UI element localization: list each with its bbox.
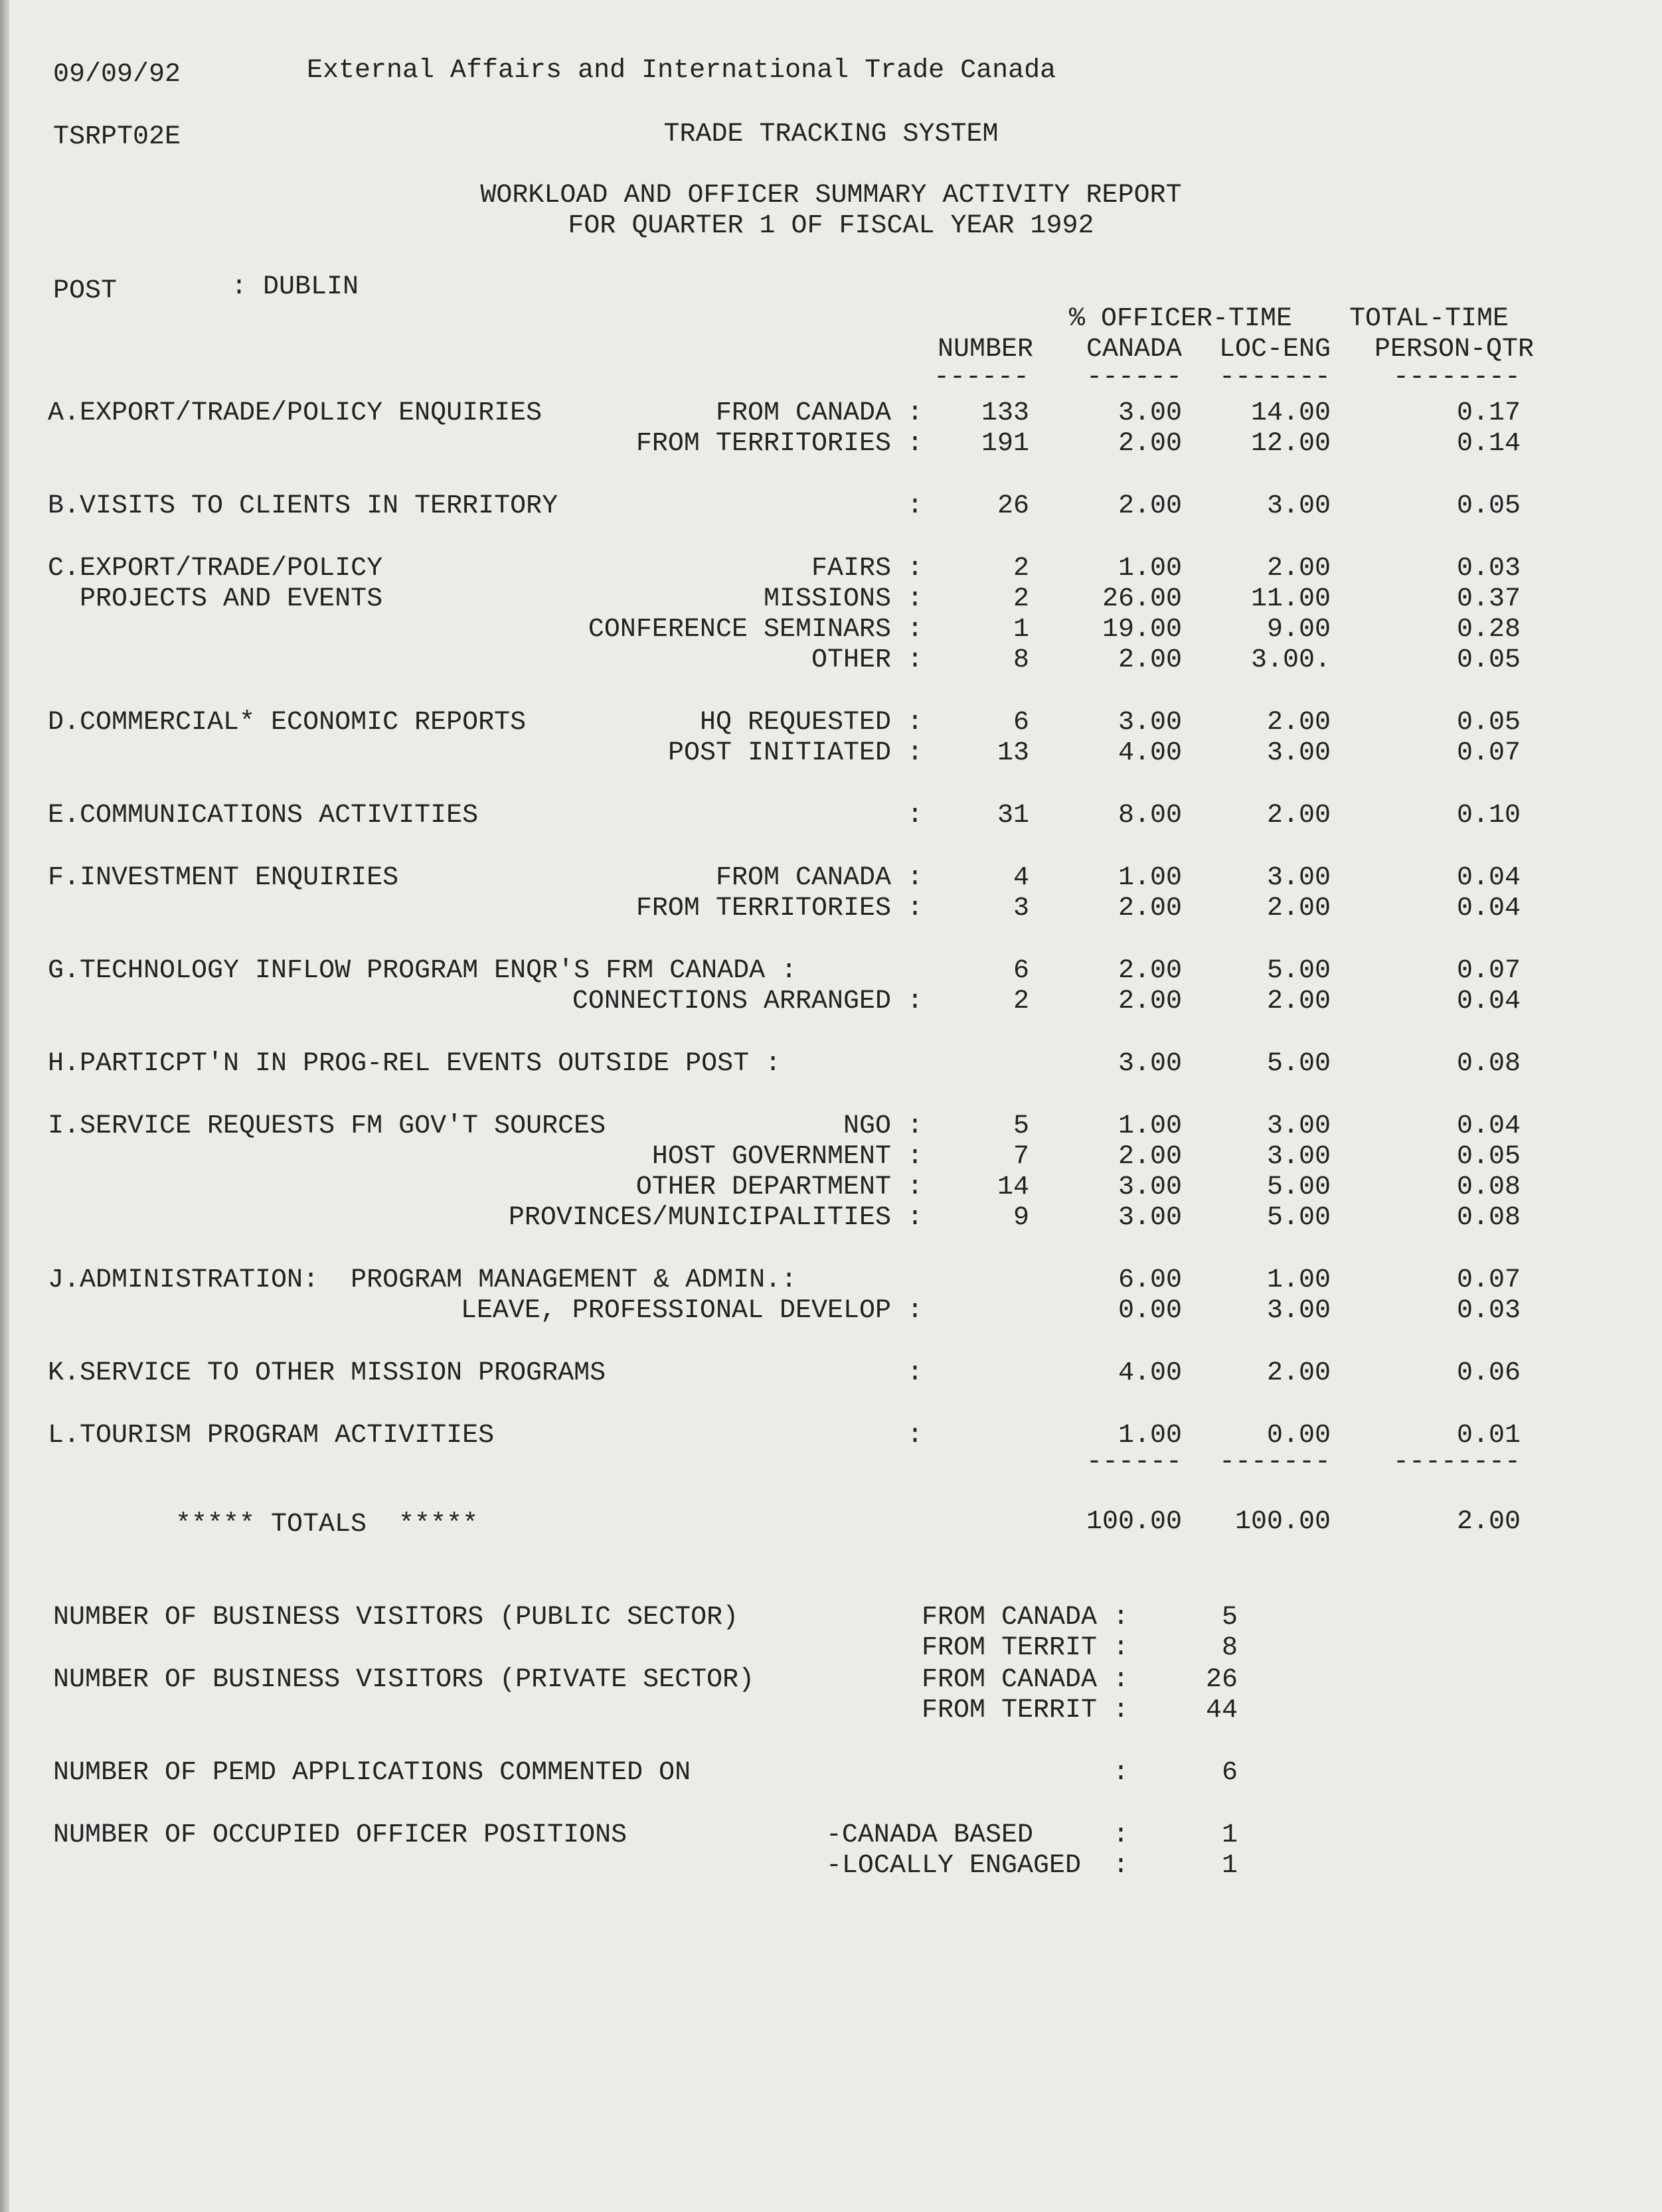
row-loc-eng-pct: 3.00 <box>1266 1111 1331 1141</box>
summary-value: 6 <box>1221 1758 1238 1788</box>
summary-label: NUMBER OF BUSINESS VISITORS (PRIVATE SECTOR) <box>53 1665 755 1695</box>
row-canada-pct: 1.00 <box>1118 1421 1182 1451</box>
row-loc-eng-pct: 5.00 <box>1266 1049 1331 1079</box>
system-name: TRADE TRACKING SYSTEM <box>663 119 999 149</box>
row-loc-eng-pct: 3.00 <box>1266 1142 1331 1172</box>
row-loc-eng-pct: 9.00 <box>1266 615 1331 645</box>
row-sublabel: OTHER DEPARTMENT : <box>635 1172 923 1202</box>
summary-value: 44 <box>1205 1696 1238 1725</box>
row-person-qtr: 0.03 <box>1456 1296 1521 1326</box>
col-person-qtr: PERSON-QTR <box>1374 335 1534 364</box>
post-value: : DUBLIN <box>231 272 359 302</box>
row-sublabel: FROM CANADA : <box>715 863 923 893</box>
row-label: L.TOURISM PROGRAM ACTIVITIES <box>48 1421 495 1451</box>
row-canada-pct: 4.00 <box>1118 1358 1182 1388</box>
row-person-qtr: 0.10 <box>1456 801 1521 830</box>
row-sublabel: HOST GOVERNMENT : <box>651 1142 923 1172</box>
row-person-qtr: 0.17 <box>1456 398 1521 428</box>
row-person-qtr: 0.05 <box>1456 645 1521 675</box>
row-label: K.SERVICE TO OTHER MISSION PROGRAMS <box>48 1358 606 1388</box>
row-loc-eng-pct: 5.00 <box>1266 956 1331 986</box>
row-canada-pct: 6.00 <box>1118 1265 1182 1295</box>
row-loc-eng-pct: 2.00 <box>1266 1358 1331 1388</box>
row-person-qtr: 0.03 <box>1456 554 1521 584</box>
row-number: 2 <box>1013 554 1029 584</box>
row-canada-pct: 2.00 <box>1118 987 1182 1016</box>
row-loc-eng-pct: 3.00 <box>1266 738 1331 768</box>
row-number: 2 <box>1013 987 1029 1016</box>
summary-sublabel: FROM CANADA : <box>921 1665 1129 1695</box>
row-loc-eng-pct: 2.00 <box>1266 987 1331 1016</box>
row-loc-eng-pct: 3.00 <box>1266 1296 1331 1326</box>
row-sublabel: LEAVE, PROFESSIONAL DEVELOP : <box>460 1296 923 1326</box>
row-person-qtr: 0.01 <box>1456 1421 1521 1451</box>
row-number: 13 <box>997 738 1029 768</box>
summary-sublabel: FROM CANADA : <box>921 1603 1129 1632</box>
col-canada-rule: ------ <box>1086 362 1182 392</box>
row-number: 8 <box>1013 645 1029 675</box>
row-label: A.EXPORT/TRADE/POLICY ENQUIRIES <box>48 398 542 428</box>
summary-value: 26 <box>1205 1665 1238 1695</box>
row-person-qtr: 0.05 <box>1456 491 1521 521</box>
row-sublabel: CONFERENCE SEMINARS : <box>588 615 923 645</box>
row-loc-eng-pct: 12.00 <box>1250 429 1331 459</box>
report-id: TSRPT02E <box>53 122 181 152</box>
col-person-qtr-rule: -------- <box>1392 362 1521 392</box>
row-number: 133 <box>981 398 1029 428</box>
row-number: 5 <box>1013 1111 1029 1141</box>
summary-value: 1 <box>1221 1851 1238 1881</box>
summary-sublabel: FROM TERRIT : <box>921 1696 1129 1725</box>
row-number: 14 <box>997 1172 1029 1202</box>
col-number: NUMBER <box>937 335 1033 364</box>
row-canada-pct: 2.00 <box>1118 894 1182 923</box>
row-canada-pct: 1.00 <box>1118 863 1182 893</box>
row-loc-eng-pct: 3.00 <box>1266 863 1331 893</box>
row-number: 9 <box>1013 1203 1029 1233</box>
row-sublabel: PROVINCES/MUNICIPALITIES : <box>508 1203 923 1233</box>
row-person-qtr: 0.04 <box>1456 863 1521 893</box>
row-label: G.TECHNOLOGY INFLOW PROGRAM ENQR'S FRM CANADA : <box>48 956 797 986</box>
summary-sublabel: : <box>1112 1758 1129 1788</box>
row-label: E.COMMUNICATIONS ACTIVITIES <box>48 801 479 830</box>
row-person-qtr: 0.28 <box>1456 615 1521 645</box>
row-person-qtr: 0.07 <box>1456 1265 1521 1295</box>
totals-loc-eng-rule: ------- <box>1218 1447 1331 1477</box>
row-sublabel: POST INITIATED : <box>667 738 923 768</box>
row-person-qtr: 0.05 <box>1456 708 1521 738</box>
row-sublabel: FROM TERRITORIES : <box>635 894 923 923</box>
row-person-qtr: 0.08 <box>1456 1049 1521 1079</box>
row-canada-pct: 19.00 <box>1102 615 1182 645</box>
row-number: 6 <box>1013 708 1029 738</box>
row-sublabel: : <box>906 1421 923 1451</box>
summary-label: NUMBER OF BUSINESS VISITORS (PUBLIC SECTOR) <box>53 1603 739 1632</box>
row-sublabel: : <box>906 491 923 521</box>
col-loc-eng: LOC-ENG <box>1218 335 1331 364</box>
row-person-qtr: 0.04 <box>1456 1111 1521 1141</box>
row-person-qtr: 0.06 <box>1456 1358 1521 1388</box>
row-canada-pct: 3.00 <box>1118 1172 1182 1202</box>
row-number: 31 <box>997 801 1029 830</box>
row-loc-eng-pct: 5.00 <box>1266 1172 1331 1202</box>
row-label: I.SERVICE REQUESTS FM GOV'T SOURCES <box>48 1111 606 1141</box>
row-person-qtr: 0.04 <box>1456 894 1521 923</box>
row-person-qtr: 0.37 <box>1456 584 1521 614</box>
row-sublabel: MISSIONS : <box>763 584 923 614</box>
totals-person-qtr-rule: -------- <box>1392 1447 1521 1477</box>
col-number-rule: ------ <box>933 362 1029 392</box>
row-sublabel: CONNECTIONS ARRANGED : <box>572 987 923 1016</box>
summary-sublabel: FROM TERRIT : <box>921 1633 1129 1663</box>
row-loc-eng-pct: 2.00 <box>1266 554 1331 584</box>
row-number: 7 <box>1013 1142 1029 1172</box>
row-label: C.EXPORT/TRADE/POLICY <box>48 554 383 584</box>
totals-loc-eng: 100.00 <box>1234 1507 1331 1537</box>
row-label: F.INVESTMENT ENQUIRIES <box>48 863 399 893</box>
summary-label: NUMBER OF PEMD APPLICATIONS COMMENTED ON <box>53 1758 691 1788</box>
row-label: D.COMMERCIAL* ECONOMIC REPORTS <box>48 708 527 738</box>
row-sublabel: : <box>906 801 923 830</box>
row-person-qtr: 0.08 <box>1456 1203 1521 1233</box>
summary-value: 1 <box>1221 1820 1238 1850</box>
summary-sublabel: -CANADA BASED : <box>825 1820 1129 1850</box>
col-canada: CANADA <box>1086 335 1182 364</box>
row-loc-eng-pct: 2.00 <box>1266 801 1331 830</box>
row-canada-pct: 2.00 <box>1118 956 1182 986</box>
row-canada-pct: 1.00 <box>1118 1111 1182 1141</box>
scan-edge <box>0 0 9 2212</box>
row-label: B.VISITS TO CLIENTS IN TERRITORY <box>48 491 558 521</box>
totals-canada: 100.00 <box>1086 1507 1182 1537</box>
summary-value: 8 <box>1221 1633 1238 1663</box>
row-label: J.ADMINISTRATION: PROGRAM MANAGEMENT & ADMIN.: <box>48 1265 797 1295</box>
row-loc-eng-pct: 14.00 <box>1250 398 1331 428</box>
row-canada-pct: 3.00 <box>1118 708 1182 738</box>
post-label: POST <box>53 276 118 306</box>
summary-value: 5 <box>1221 1603 1238 1632</box>
row-loc-eng-pct: 5.00 <box>1266 1203 1331 1233</box>
row-canada-pct: 3.00 <box>1118 1203 1182 1233</box>
row-loc-eng-pct: 3.00. <box>1250 645 1331 675</box>
row-label: H.PARTICPT'N IN PROG-REL EVENTS OUTSIDE POST : <box>48 1049 782 1079</box>
row-number: 2 <box>1013 584 1029 614</box>
row-loc-eng-pct: 3.00 <box>1266 491 1331 521</box>
row-canada-pct: 8.00 <box>1118 801 1182 830</box>
summary-sublabel: -LOCALLY ENGAGED : <box>825 1851 1129 1881</box>
col-total-time: TOTAL-TIME <box>1349 304 1509 334</box>
row-canada-pct: 4.00 <box>1118 738 1182 768</box>
row-person-qtr: 0.14 <box>1456 429 1521 459</box>
col-group-officer-time: % OFFICER-TIME <box>1069 304 1293 334</box>
row-sublabel: HQ REQUESTED : <box>699 708 923 738</box>
totals-label: ***** TOTALS ***** <box>175 1510 479 1540</box>
row-loc-eng-pct: 0.00 <box>1266 1421 1331 1451</box>
row-sublabel: : <box>906 1358 923 1388</box>
row-sublabel: FROM CANADA : <box>715 398 923 428</box>
row-number: 3 <box>1013 894 1029 923</box>
row-person-qtr: 0.05 <box>1456 1142 1521 1172</box>
row-number: 1 <box>1013 615 1029 645</box>
summary-label: NUMBER OF OCCUPIED OFFICER POSITIONS <box>53 1820 627 1850</box>
row-sublabel: FAIRS : <box>811 554 923 584</box>
row-sublabel: OTHER : <box>811 645 923 675</box>
row-person-qtr: 0.04 <box>1456 987 1521 1016</box>
row-canada-pct: 2.00 <box>1118 645 1182 675</box>
row-number: 26 <box>997 491 1029 521</box>
row-canada-pct: 2.00 <box>1118 491 1182 521</box>
row-number: 4 <box>1013 863 1029 893</box>
row-label: PROJECTS AND EVENTS <box>48 584 383 614</box>
row-canada-pct: 2.00 <box>1118 1142 1182 1172</box>
row-canada-pct: 1.00 <box>1118 554 1182 584</box>
row-number: 191 <box>981 429 1029 459</box>
row-canada-pct: 3.00 <box>1118 1049 1182 1079</box>
row-number: 6 <box>1013 956 1029 986</box>
totals-person-qtr: 2.00 <box>1456 1507 1521 1537</box>
row-canada-pct: 0.00 <box>1118 1296 1182 1326</box>
report-date: 09/09/92 <box>53 60 181 90</box>
row-loc-eng-pct: 2.00 <box>1266 894 1331 923</box>
row-canada-pct: 3.00 <box>1118 398 1182 428</box>
row-sublabel: FROM TERRITORIES : <box>635 429 923 459</box>
report-title: WORKLOAD AND OFFICER SUMMARY ACTIVITY REPORT <box>480 181 1182 210</box>
row-canada-pct: 2.00 <box>1118 429 1182 459</box>
row-loc-eng-pct: 2.00 <box>1266 708 1331 738</box>
col-loc-eng-rule: ------- <box>1218 362 1331 392</box>
row-loc-eng-pct: 11.00 <box>1250 584 1331 614</box>
org-name: External Affairs and International Trade Canada <box>307 56 1056 86</box>
row-canada-pct: 26.00 <box>1102 584 1182 614</box>
report-subtitle: FOR QUARTER 1 OF FISCAL YEAR 1992 <box>568 211 1094 241</box>
row-person-qtr: 0.08 <box>1456 1172 1521 1202</box>
row-sublabel: NGO : <box>843 1111 923 1141</box>
row-loc-eng-pct: 1.00 <box>1266 1265 1331 1295</box>
row-person-qtr: 0.07 <box>1456 738 1521 768</box>
row-person-qtr: 0.07 <box>1456 956 1521 986</box>
totals-canada-rule: ------ <box>1086 1447 1182 1477</box>
